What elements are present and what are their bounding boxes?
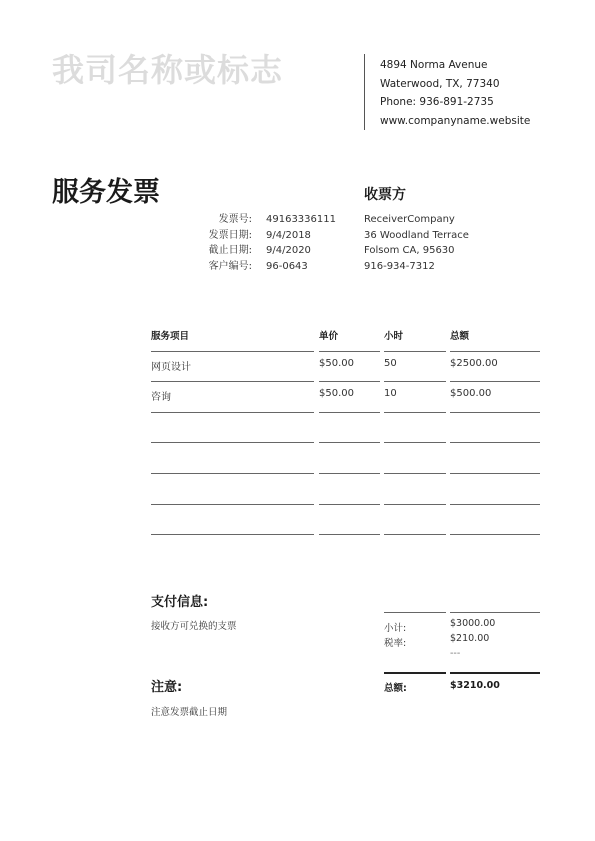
table-cell-amount: $2500.00 bbox=[450, 358, 498, 369]
table-row-rule bbox=[450, 412, 540, 413]
meta-value-due-date: 9/4/2020 bbox=[266, 245, 311, 256]
receiver-street: 36 Woodland Terrace bbox=[364, 229, 469, 241]
table-row-rule bbox=[450, 473, 540, 474]
receiver-city: Folsom CA, 95630 bbox=[364, 245, 455, 256]
table-row-rule bbox=[450, 442, 540, 443]
table-cell-hours: 50 bbox=[384, 358, 397, 369]
table-cell-service: 咨询 bbox=[151, 392, 171, 403]
receiver-title: 收票方 bbox=[364, 187, 406, 203]
meta-value-customer-id: 96-0643 bbox=[266, 260, 308, 272]
table-row-rule bbox=[384, 412, 446, 413]
table-header-hours: 小时 bbox=[384, 331, 404, 342]
meta-label-invoice-date: 发票日期: bbox=[208, 229, 252, 241]
table-row-rule bbox=[319, 534, 380, 535]
table-cell-unit-price: $50.00 bbox=[319, 358, 354, 369]
invoice-title: 服务发票 bbox=[52, 177, 160, 208]
table-row-rule bbox=[450, 504, 540, 505]
table-row-rule bbox=[151, 381, 314, 382]
payment-info-text: 接收方可兑换的支票 bbox=[151, 621, 237, 632]
table-row-rule bbox=[319, 442, 380, 443]
table-row-rule bbox=[151, 351, 314, 352]
notes-title: 注意: bbox=[151, 680, 183, 695]
table-cell-amount: $500.00 bbox=[450, 388, 492, 399]
subtotal-rule bbox=[384, 612, 446, 613]
table-row-rule bbox=[384, 534, 446, 535]
receiver-company: ReceiverCompany bbox=[364, 214, 455, 225]
website-line: www.companyname.website bbox=[380, 114, 531, 127]
tax-label: 税率: bbox=[384, 638, 407, 649]
company-logo-text: 我司名称或标志 bbox=[52, 51, 284, 89]
total-rule bbox=[450, 672, 540, 674]
phone-line: Phone: 936-891-2735 bbox=[380, 96, 494, 108]
table-row-rule bbox=[151, 442, 314, 443]
table-row-rule bbox=[151, 473, 314, 474]
table-row-rule bbox=[319, 412, 380, 413]
table-header-amount: 总额 bbox=[450, 331, 470, 342]
table-cell-hours: 10 bbox=[384, 388, 397, 399]
header-divider bbox=[364, 54, 365, 130]
table-row-rule bbox=[151, 504, 314, 505]
tax-value: $210.00 bbox=[450, 633, 490, 644]
invoice-meta-labels bbox=[190, 212, 252, 274]
receiver-address bbox=[364, 212, 469, 274]
table-row-rule bbox=[384, 473, 446, 474]
receiver-phone: 916-934-7312 bbox=[364, 260, 435, 272]
table-header-unit-price: 单价 bbox=[319, 331, 339, 342]
meta-label-invoice-number: 发票号: bbox=[218, 214, 252, 225]
table-row-rule bbox=[384, 442, 446, 443]
table-row-rule bbox=[384, 381, 446, 382]
subtotal-label: 小计: bbox=[384, 623, 407, 634]
table-row-rule bbox=[151, 412, 314, 413]
meta-value-invoice-date: 9/4/2018 bbox=[266, 229, 311, 241]
tax-extra: --- bbox=[450, 648, 461, 659]
address-line: Waterwood, TX, 77340 bbox=[380, 77, 500, 90]
invoice-meta-values bbox=[266, 212, 336, 274]
subtotal-value: $3000.00 bbox=[450, 618, 496, 629]
table-row-rule bbox=[319, 473, 380, 474]
total-label: 总额: bbox=[384, 683, 407, 694]
table-row-rule bbox=[450, 534, 540, 535]
table-row-rule bbox=[319, 381, 380, 382]
table-row-rule bbox=[319, 351, 380, 352]
table-header-service: 服务项目 bbox=[151, 331, 190, 342]
table-cell-unit-price: $50.00 bbox=[319, 388, 354, 399]
meta-label-customer-id: 客户编号: bbox=[208, 260, 252, 272]
notes-text: 注意发票截止日期 bbox=[151, 707, 228, 718]
table-row-rule bbox=[450, 381, 540, 382]
table-cell-service: 网页设计 bbox=[151, 362, 191, 373]
company-address bbox=[380, 56, 530, 130]
table-row-rule bbox=[384, 351, 446, 352]
table-row-rule bbox=[450, 351, 540, 352]
total-rule bbox=[384, 672, 446, 674]
total-value: $3210.00 bbox=[450, 680, 500, 691]
address-line: 4894 Norma Avenue bbox=[380, 59, 488, 71]
table-row-rule bbox=[319, 504, 380, 505]
payment-info-title: 支付信息: bbox=[151, 595, 209, 610]
table-row-rule bbox=[151, 534, 314, 535]
subtotal-rule bbox=[450, 612, 540, 613]
table-row-rule bbox=[384, 504, 446, 505]
meta-label-due-date: 截止日期: bbox=[208, 245, 252, 256]
meta-value-invoice-number: 49163336111 bbox=[266, 214, 336, 225]
